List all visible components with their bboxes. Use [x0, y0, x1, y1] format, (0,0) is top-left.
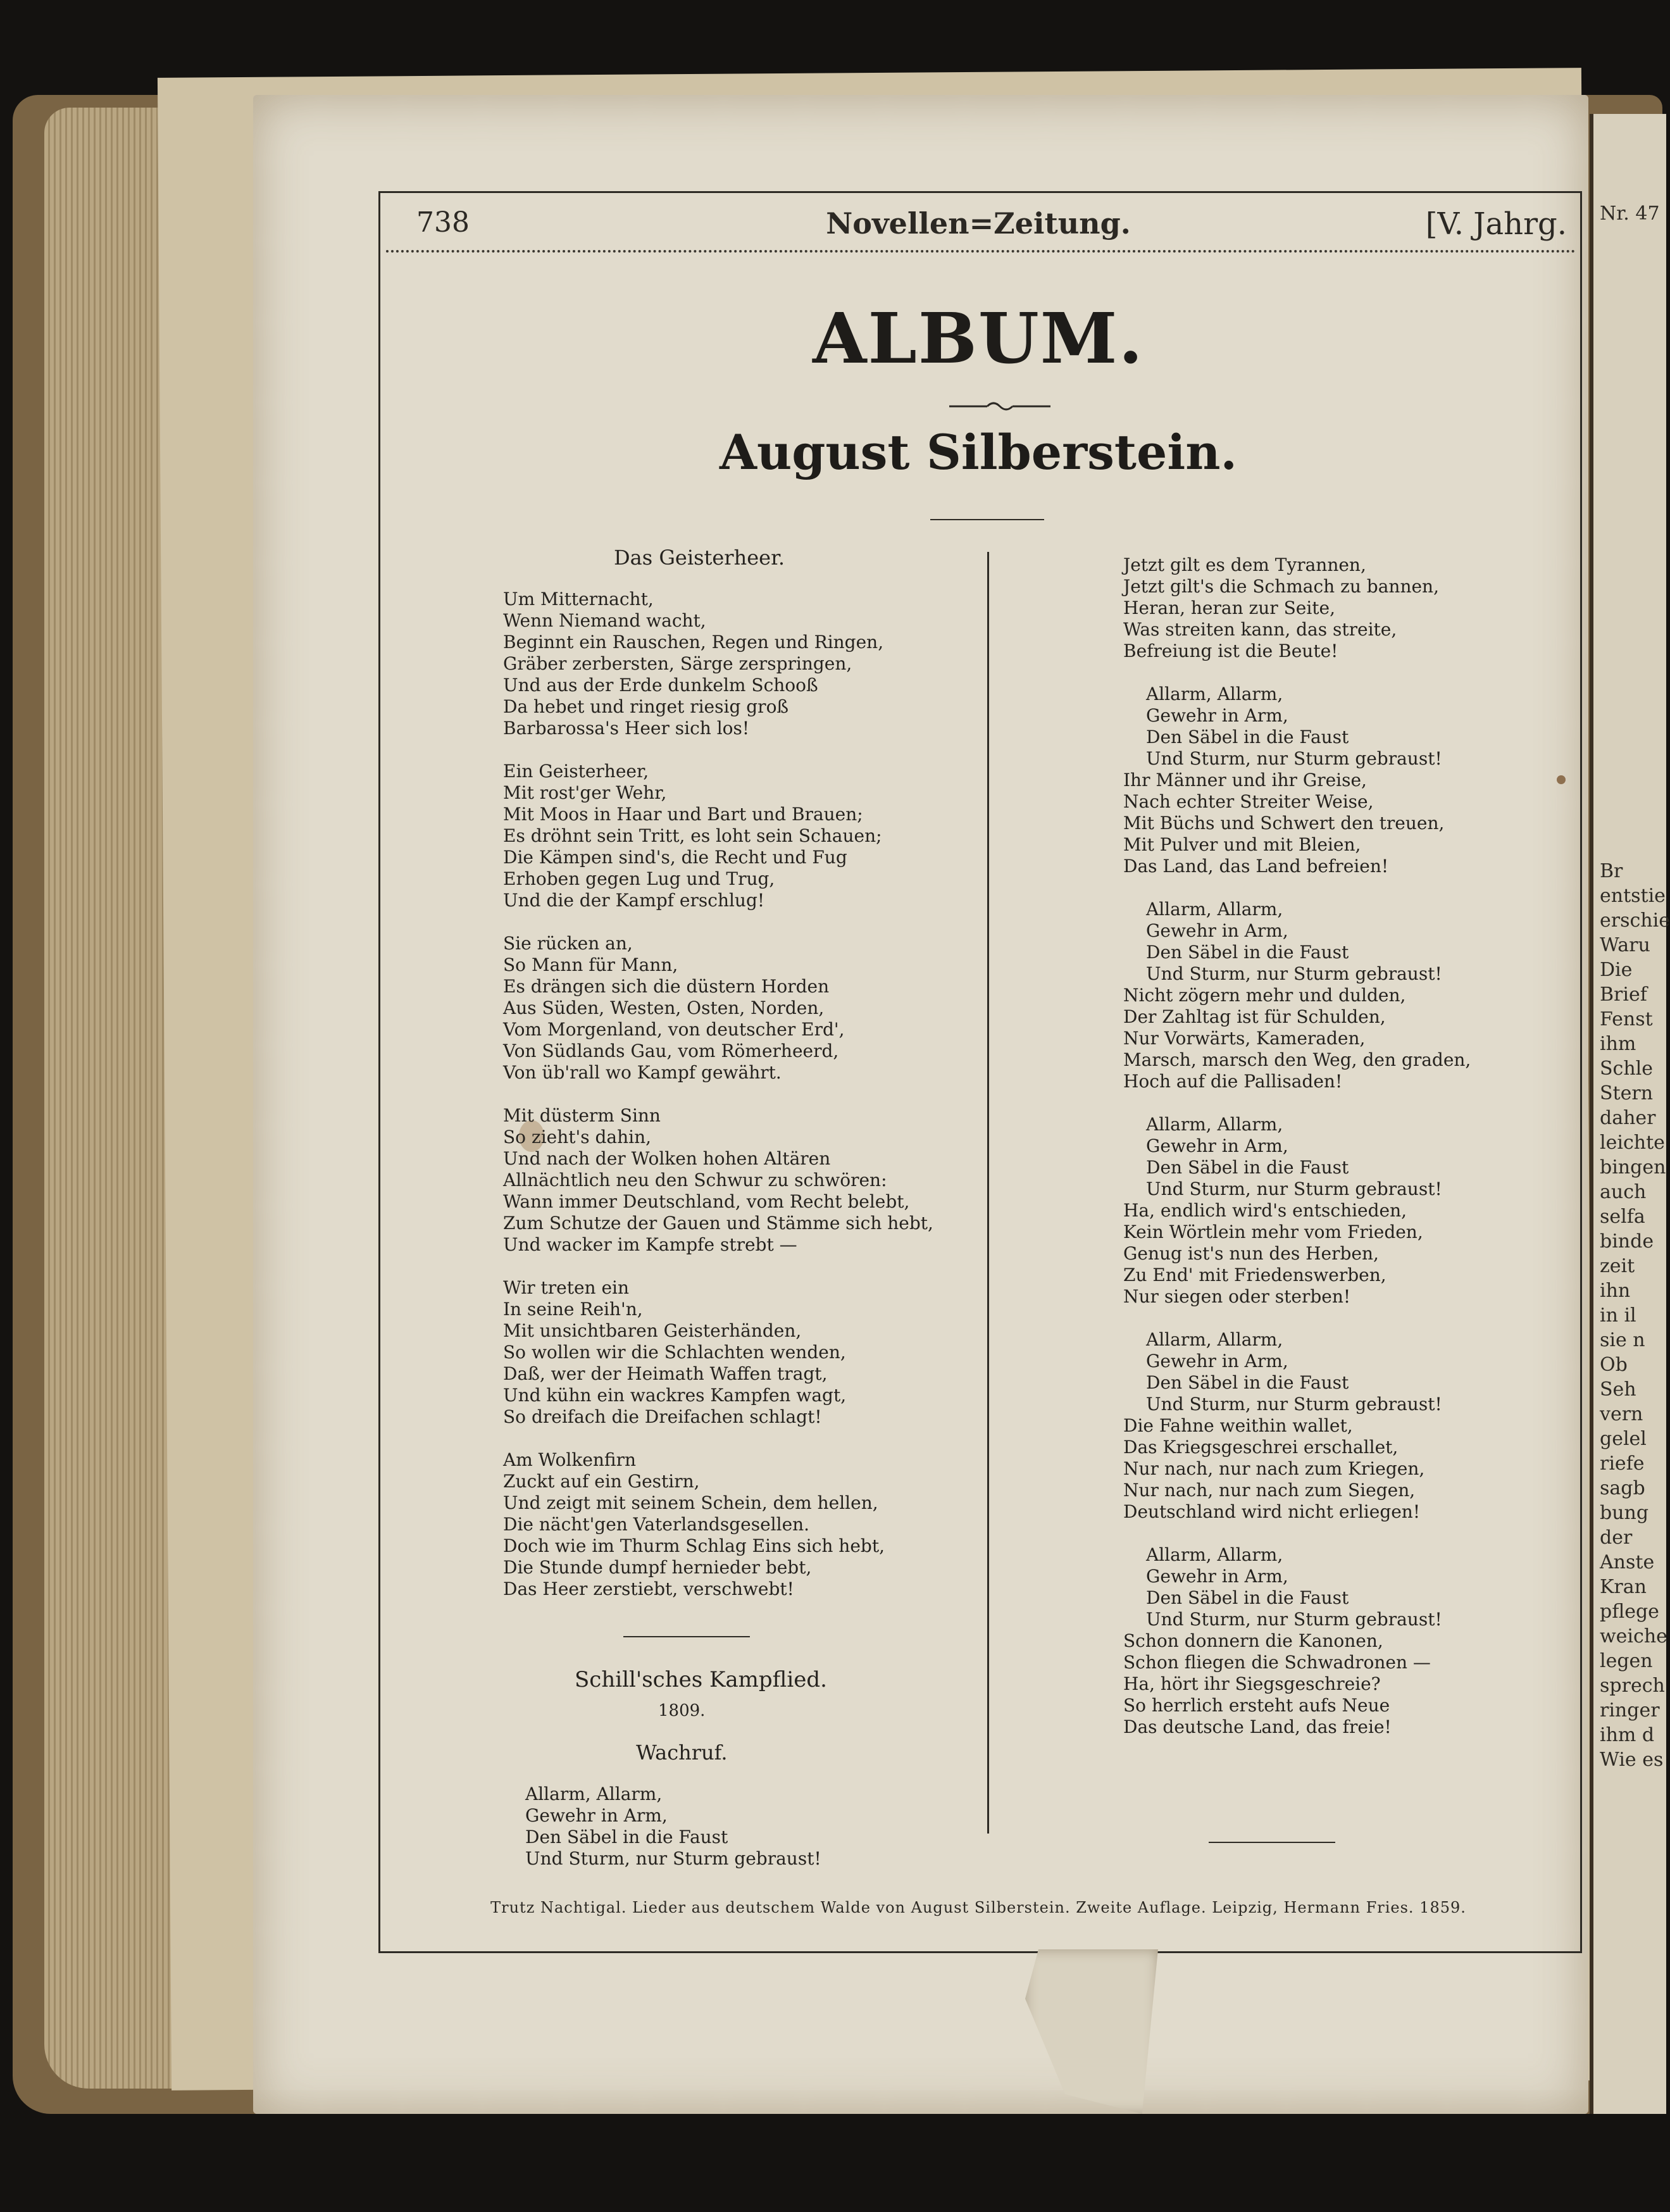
- poem-line: Und die der Kampf erschlug!: [503, 890, 765, 911]
- stanza-break: [503, 739, 933, 761]
- next-page-fragment: daher: [1600, 1107, 1656, 1129]
- poem-line: Ein Geisterheer,: [503, 761, 649, 782]
- poem-line: Jetzt gilt es dem Tyrannen,: [1123, 554, 1366, 575]
- poem-line: Beginnt ein Rauschen, Regen und Ringen,: [503, 632, 884, 653]
- poem-line: Allarm, Allarm,: [1146, 684, 1283, 704]
- next-page-fragment: binde: [1600, 1230, 1654, 1253]
- poem-line: Wenn Niemand wacht,: [503, 610, 706, 631]
- poem-line: Zu End' mit Friedenswerben,: [1123, 1265, 1386, 1285]
- next-page-fragment: selfa: [1600, 1206, 1645, 1228]
- poem-line: Genug ist's nun des Herben,: [1123, 1243, 1379, 1264]
- poem-line: Allnächtlich neu den Schwur zu schwören:: [503, 1170, 887, 1190]
- poem-line: Von Südlands Gau, vom Römerheerd,: [503, 1040, 839, 1061]
- poem-line: Und Sturm, nur Sturm gebraust!: [1146, 963, 1442, 984]
- poem-line: So herrlich ersteht aufs Neue: [1123, 1695, 1390, 1716]
- poem-line: Und zeigt mit seinem Schein, dem hellen,: [503, 1492, 878, 1513]
- next-page-fragment: vern: [1600, 1403, 1643, 1425]
- next-page-fragment: pflege: [1600, 1601, 1659, 1623]
- next-page-fragment: ihm: [1600, 1033, 1636, 1055]
- next-page-fragment: in il: [1600, 1304, 1636, 1327]
- poem-line: Mit rost'ger Wehr,: [503, 782, 667, 803]
- poem-line: Und Sturm, nur Sturm gebraust!: [1146, 1178, 1442, 1199]
- poem-line: Und Sturm, nur Sturm gebraust!: [1146, 748, 1442, 769]
- next-page-fragment: entstie: [1600, 885, 1666, 907]
- next-page-fragment: leichte: [1600, 1132, 1665, 1154]
- poem-line: Von üb'rall wo Kampf gewährt.: [503, 1062, 782, 1083]
- next-page-fragment: ihn: [1600, 1280, 1631, 1302]
- poem-line: Und Sturm, nur Sturm gebraust!: [525, 1848, 821, 1869]
- poem-line: Zuckt auf ein Gestirn,: [503, 1471, 700, 1492]
- poem-line: Nur siegen oder sterben!: [1123, 1286, 1351, 1307]
- poem-line: Da hebet und ringet riesig groß: [503, 696, 789, 717]
- next-page-fragment: Nr. 47: [1600, 203, 1660, 225]
- poem-line: Das Kriegsgeschrei erschallet,: [1123, 1437, 1399, 1458]
- poem-line: Den Säbel in die Faust: [1146, 1157, 1349, 1178]
- poem-line: Mit unsichtbaren Geisterhänden,: [503, 1320, 802, 1341]
- poem-line: Hoch auf die Pallisaden!: [1123, 1071, 1343, 1092]
- poem-line: Gewehr in Arm,: [525, 1805, 668, 1826]
- poem-line: Die Kämpen sind's, die Recht und Fug: [503, 847, 847, 868]
- poem-separator: [623, 1636, 750, 1637]
- poem-line: Gewehr in Arm,: [1146, 1351, 1288, 1372]
- poem-line: Um Mitternacht,: [503, 589, 654, 609]
- poem-line: Nur Vorwärts, Kameraden,: [1123, 1028, 1366, 1049]
- poem-line: Gräber zerbersten, Särge zerspringen,: [503, 653, 852, 674]
- stanza-break: [503, 1428, 933, 1449]
- poem-line: Es drängen sich die düstern Horden: [503, 976, 830, 997]
- next-page-fragment: ringer: [1600, 1699, 1660, 1721]
- poem-line: Den Säbel in die Faust: [1146, 1587, 1349, 1608]
- next-page-fragment: Anste: [1600, 1551, 1655, 1573]
- next-page-fragment: Waru: [1600, 934, 1650, 956]
- poem-line: Und kühn ein wackres Kampfen wagt,: [503, 1385, 847, 1406]
- poem-line: So dreifach die Dreifachen schlagt!: [503, 1406, 822, 1427]
- poem-line: Die Stunde dumpf hernieder bebt,: [503, 1557, 812, 1578]
- ornament-flourish: [949, 396, 1050, 409]
- poem-line: Den Säbel in die Faust: [525, 1827, 728, 1847]
- poem-line: Mit Moos in Haar und Bart und Brauen;: [503, 804, 863, 825]
- next-page-fragment: sagb: [1600, 1477, 1645, 1499]
- poem-line: Mit Büchs und Schwert den treuen,: [1123, 813, 1445, 834]
- stanza-break: [1123, 1523, 1471, 1544]
- poem-line: Nicht zögern mehr und dulden,: [1123, 985, 1406, 1006]
- poem-subtitle: Wachruf.: [636, 1740, 728, 1765]
- next-page-fragment: Die: [1600, 959, 1633, 981]
- poem-line: Sie rücken an,: [503, 933, 633, 954]
- poem-line: Nach echter Streiter Weise,: [1123, 791, 1374, 812]
- poem-line: Das deutsche Land, das freie!: [1123, 1716, 1392, 1737]
- poem-line: Doch wie im Thurm Schlag Eins sich hebt,: [503, 1535, 885, 1556]
- poem-line: Gewehr in Arm,: [1146, 920, 1288, 941]
- next-page-fragment: Stern: [1600, 1082, 1654, 1104]
- poem-line: Schon fliegen die Schwadronen —: [1123, 1652, 1431, 1673]
- column-divider: [987, 552, 989, 1834]
- poem-title-geisterheer: Das Geisterheer.: [614, 546, 785, 570]
- next-page-fragment: bingen: [1600, 1156, 1666, 1178]
- poem-line: Das Heer zerstiebt, verschwebt!: [503, 1578, 794, 1599]
- next-page-fragment: Schle: [1600, 1058, 1654, 1080]
- poem-year: 1809.: [658, 1701, 706, 1720]
- next-page-fragment: weiche: [1600, 1625, 1667, 1647]
- end-rule: [1209, 1842, 1335, 1843]
- poem-line: Und aus der Erde dunkelm Schooß: [503, 675, 818, 696]
- album-title: ALBUM.: [813, 297, 1144, 379]
- poem-line: Deutschland wird nicht erliegen!: [1123, 1501, 1421, 1522]
- poem-line: Allarm, Allarm,: [1146, 1544, 1283, 1565]
- next-page-fragment: Wie es: [1600, 1749, 1664, 1771]
- stanza-break: [503, 911, 933, 933]
- stanza-break: [503, 1084, 933, 1105]
- poem-line: Den Säbel in die Faust: [1146, 727, 1349, 747]
- next-page-fragment: sprech: [1600, 1675, 1665, 1697]
- poem-line: Und nach der Wolken hohen Altären: [503, 1148, 831, 1169]
- poem-line: Schon donnern die Kanonen,: [1123, 1630, 1383, 1651]
- poem-line: Den Säbel in die Faust: [1146, 1372, 1349, 1393]
- poem-line: Ha, hört ihr Siegsgeschreie?: [1123, 1673, 1381, 1694]
- next-page-fragment: Fenst: [1600, 1008, 1653, 1030]
- next-page-fragment: Kran: [1600, 1576, 1647, 1598]
- source-citation: Trutz Nachtigal. Lieder aus deutschem Walde von August Silberstein. Zweite Auflage. Leipzig, Hermann Fries. 1859.: [490, 1899, 1466, 1916]
- publication-title: Novellen=Zeitung.: [826, 206, 1131, 241]
- poem-line: Allarm, Allarm,: [1146, 1329, 1283, 1350]
- next-page-fragment: bung: [1600, 1502, 1649, 1524]
- poem-line: Den Säbel in die Faust: [1146, 942, 1349, 963]
- next-page-fragment: der: [1600, 1527, 1633, 1549]
- next-page-fragment: ihm d: [1600, 1724, 1655, 1746]
- poem-line: Allarm, Allarm,: [1146, 1114, 1283, 1135]
- poem-line: Jetzt gilt's die Schmach zu bannen,: [1123, 576, 1439, 597]
- next-page-fragment: Ob: [1600, 1354, 1628, 1376]
- poem-kampflied-continued: [1123, 554, 1471, 1738]
- next-page-fragment: zeit: [1600, 1255, 1635, 1277]
- next-page-fragment: sie n: [1600, 1329, 1645, 1351]
- poem-line: So wollen wir die Schlachten wenden,: [503, 1342, 846, 1363]
- next-page-fragment: Seh: [1600, 1378, 1636, 1401]
- poem-line: Kein Wörtlein mehr vom Frieden,: [1123, 1222, 1423, 1242]
- poem-title-kampflied: Schill'sches Kampflied.: [575, 1667, 827, 1692]
- next-page-edge: [1590, 114, 1670, 2114]
- poem-line: Und wacker im Kampfe strebt —: [503, 1234, 797, 1255]
- author-name: August Silberstein.: [720, 424, 1237, 480]
- poem-line: Heran, heran zur Seite,: [1123, 597, 1336, 618]
- poem-line: In seine Reih'n,: [503, 1299, 643, 1320]
- author-rule: [930, 519, 1044, 520]
- stanza-break: [1123, 1308, 1471, 1329]
- stanza-break: [503, 1256, 933, 1277]
- volume-label: [V. Jahrg.: [1425, 206, 1567, 242]
- poem-line: Nur nach, nur nach zum Kriegen,: [1123, 1458, 1425, 1479]
- poem-line: Gewehr in Arm,: [1146, 705, 1288, 726]
- next-page-fragment: Brief: [1600, 984, 1647, 1006]
- poem-line: Das Land, das Land befreien!: [1123, 856, 1389, 877]
- poem-line: Ihr Männer und ihr Greise,: [1123, 770, 1367, 790]
- next-page-fragment: auch: [1600, 1181, 1647, 1203]
- poem-line: Und Sturm, nur Sturm gebraust!: [1146, 1394, 1442, 1415]
- poem-line: Befreiung ist die Beute!: [1123, 640, 1338, 661]
- poem-line: Barbarossa's Heer sich los!: [503, 718, 750, 739]
- poem-line: Daß, wer der Heimath Waffen tragt,: [503, 1363, 828, 1384]
- poem-line: Gewehr in Arm,: [1146, 1135, 1288, 1156]
- poem-line: Die nächt'gen Vaterlandsgesellen.: [503, 1514, 810, 1535]
- next-page-fragment: riefe: [1600, 1453, 1645, 1475]
- poem-line: Aus Süden, Westen, Osten, Norden,: [503, 997, 825, 1018]
- poem-line: Wann immer Deutschland, vom Recht belebt,: [503, 1191, 910, 1212]
- poem-line: Am Wolkenfirn: [503, 1449, 637, 1470]
- page-header: [378, 201, 1578, 252]
- page-number: 738: [416, 206, 470, 239]
- poem-line: Es dröhnt sein Tritt, es loht sein Schauen;: [503, 825, 882, 846]
- next-page-fragment: gelel: [1600, 1428, 1647, 1450]
- poem-line: Wir treten ein: [503, 1277, 630, 1298]
- poem-line: Was streiten kann, das streite,: [1123, 619, 1397, 640]
- poem-line: Nur nach, nur nach zum Siegen,: [1123, 1480, 1416, 1501]
- poem-line: Marsch, marsch den Weg, den graden,: [1123, 1049, 1471, 1070]
- stanza-break: [1123, 877, 1471, 899]
- poem-line: Zum Schutze der Gauen und Stämme sich hebt,: [503, 1213, 933, 1234]
- header-divider: [386, 250, 1576, 253]
- poem-line: Der Zahltag ist für Schulden,: [1123, 1006, 1386, 1027]
- poem-line: Vom Morgenland, von deutscher Erd',: [503, 1019, 845, 1040]
- next-page-fragment: Br: [1600, 860, 1623, 882]
- next-page-fragment: legen: [1600, 1650, 1653, 1672]
- poem-line: Mit düsterm Sinn: [503, 1105, 661, 1126]
- poem-line: Ha, endlich wird's entschieden,: [1123, 1200, 1407, 1221]
- poem-line: Mit Pulver und mit Bleien,: [1123, 834, 1361, 855]
- poem-line: So zieht's dahin,: [503, 1127, 652, 1147]
- poem-line: Die Fahne weithin wallet,: [1123, 1415, 1353, 1436]
- poem-line: Allarm, Allarm,: [525, 1784, 663, 1804]
- poem-line: Erhoben gegen Lug und Trug,: [503, 868, 775, 889]
- stanza-break: [1123, 662, 1471, 684]
- stanza-break: [1123, 1092, 1471, 1114]
- poem-line: So Mann für Mann,: [503, 954, 678, 975]
- poem-line: Gewehr in Arm,: [1146, 1566, 1288, 1587]
- poem-kampflied-lines: [525, 1784, 821, 1870]
- next-page-fragment: erschie: [1600, 909, 1670, 932]
- poem-geisterheer-lines: [503, 589, 933, 1600]
- poem-line: Und Sturm, nur Sturm gebraust!: [1146, 1609, 1442, 1630]
- poem-line: Allarm, Allarm,: [1146, 899, 1283, 920]
